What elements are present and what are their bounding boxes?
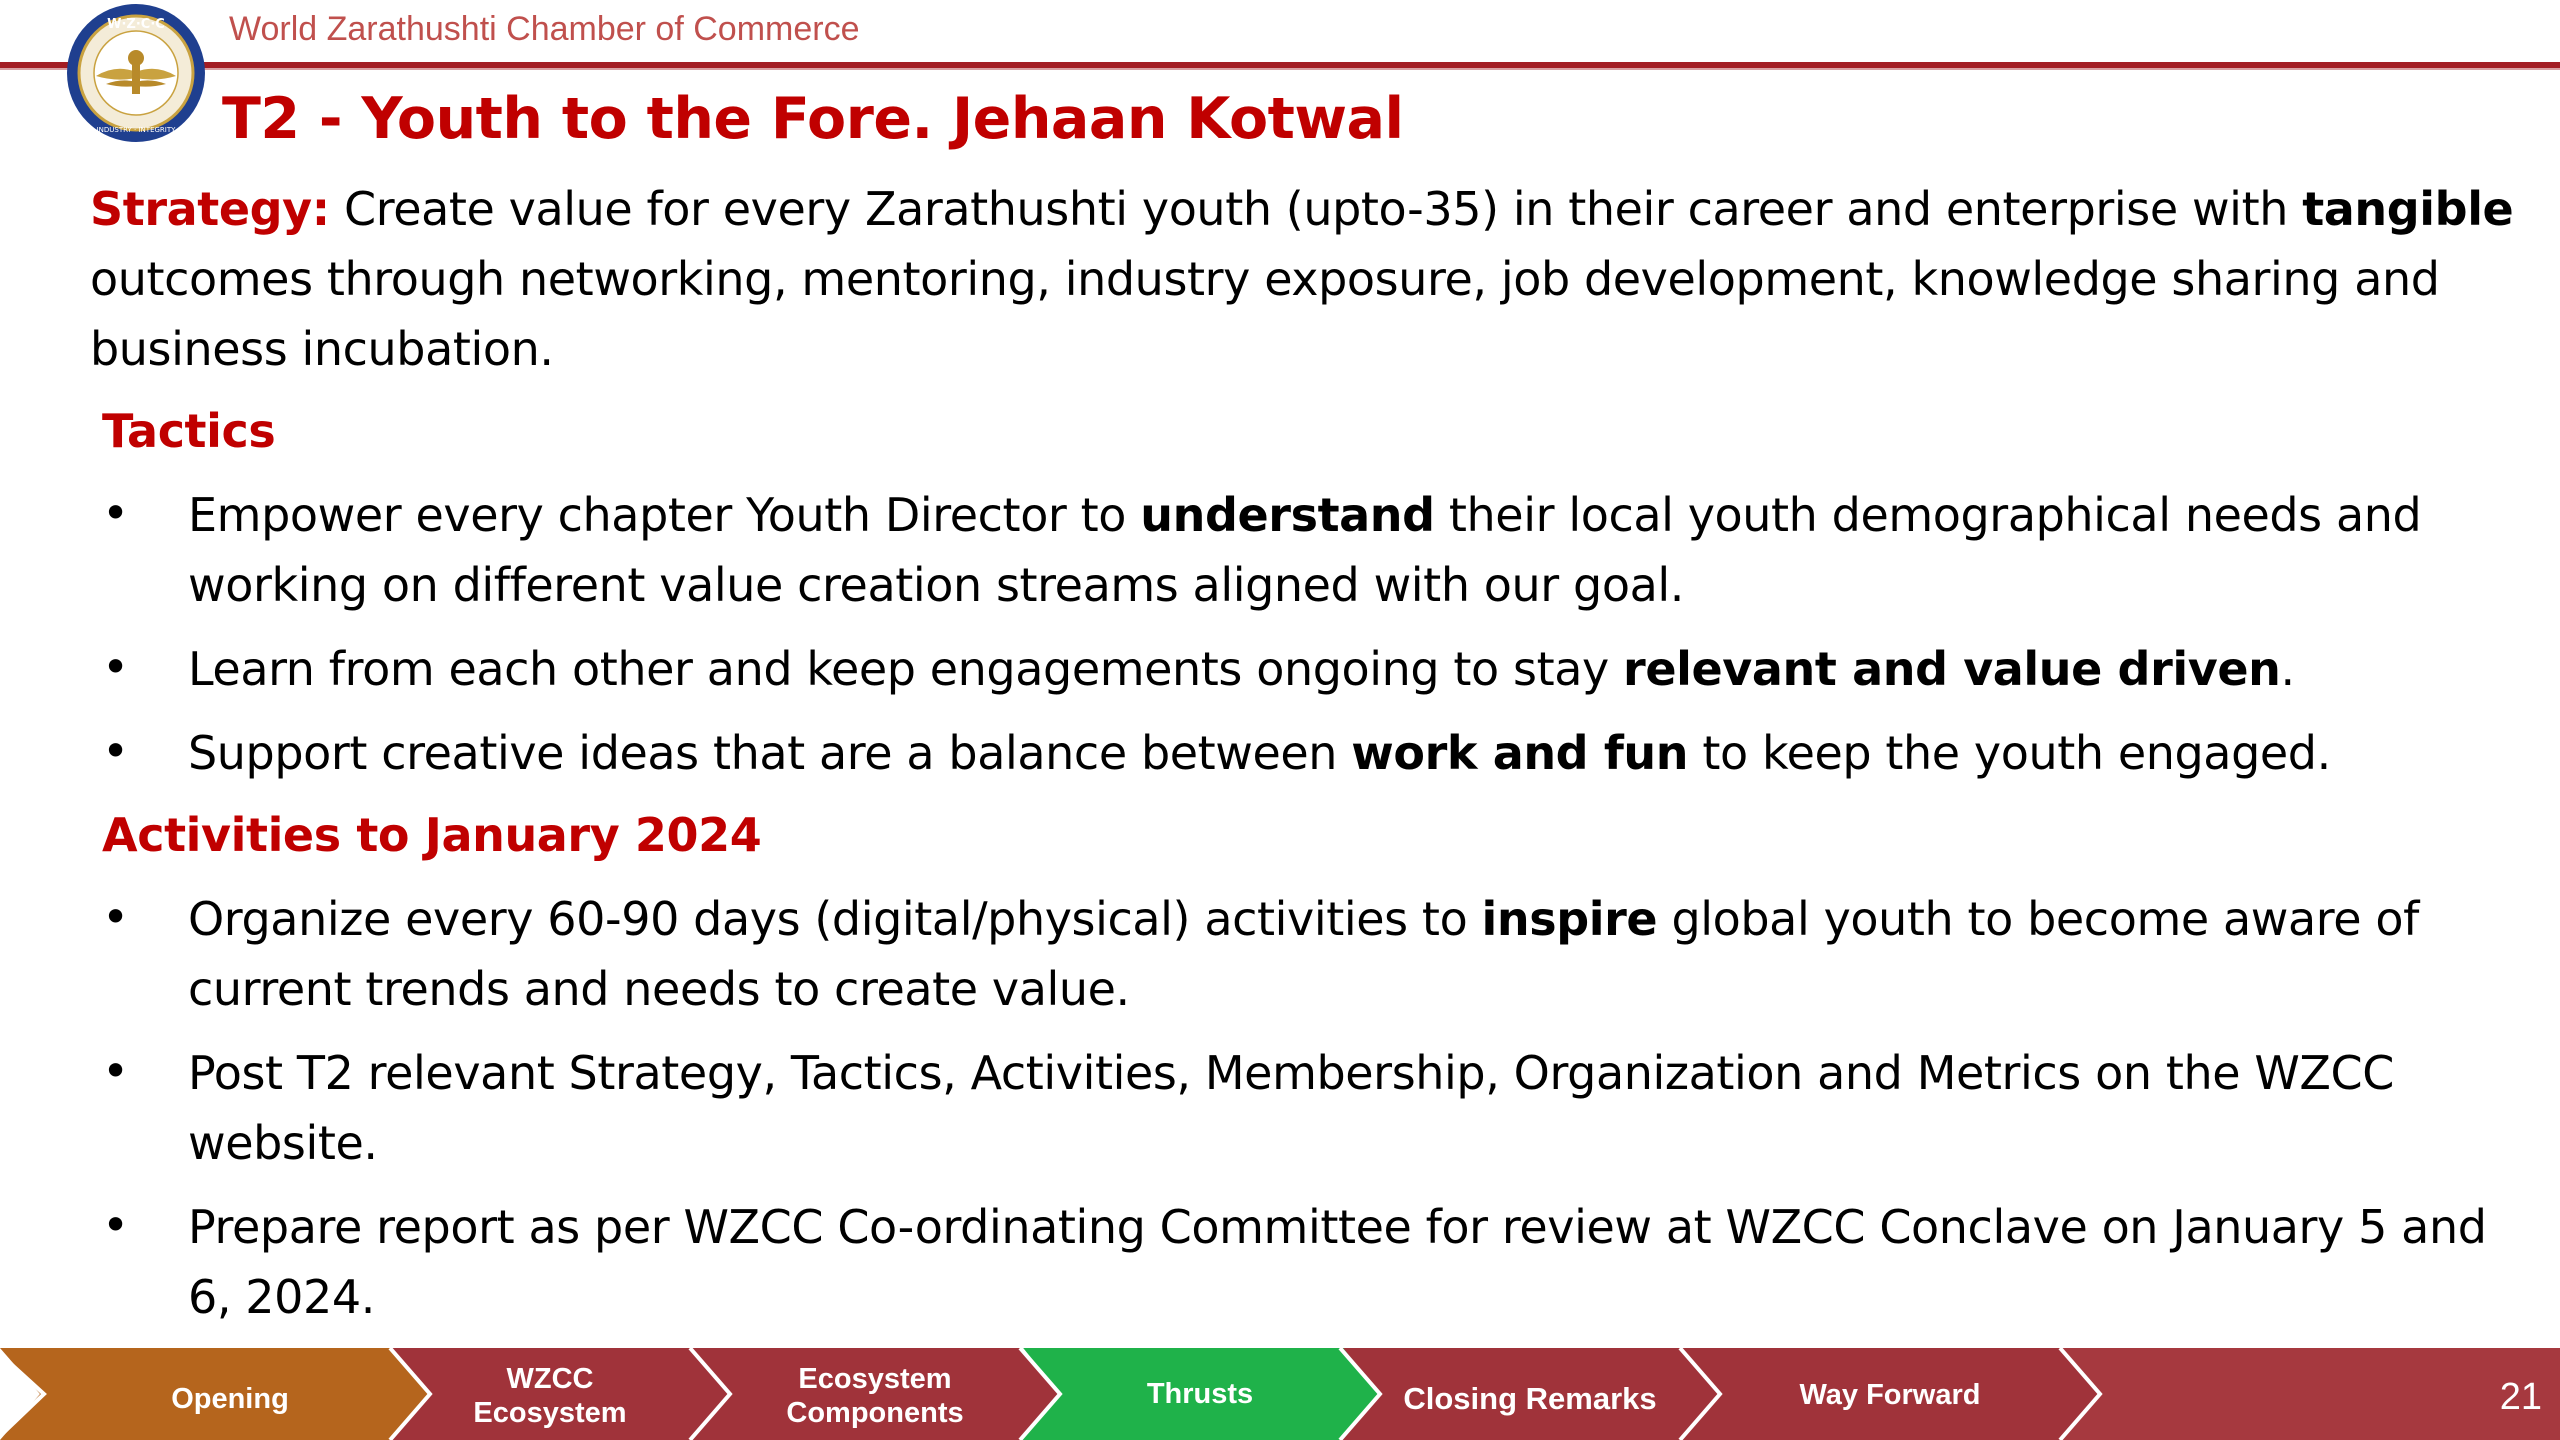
tactics-heading: Tactics [102,404,276,458]
activities-list [90,884,2530,1332]
slide-body [90,174,2530,1332]
activities-heading: Activities to January 2024 [102,808,762,862]
slide-title: T2 - Youth to the Fore. Jehaan Kotwal [222,86,1404,152]
organization-name: World Zarathushti Chamber of Commerce [229,10,860,48]
header-rule-shadow [0,68,2560,70]
logo-top-text: W·Z·C·C [107,17,165,32]
strategy-bold: tangible [2302,182,2514,236]
nav-item-way-forward[interactable]: Way Forward [1799,1379,1981,1411]
nav-item-thrusts[interactable]: Thrusts [1146,1378,1254,1410]
list-item: • Post T2 relevant Strategy, Tactics, Activities, Membership, Organization and Metrics on the WZCC website. [90,1038,2530,1178]
tactics-list [90,480,2530,788]
nav-item-closing-remarks[interactable]: Closing Remarks [1403,1381,1657,1416]
list-item: • Prepare report as per WZCC Co-ordinating Committee for review at WZCC Conclave on January 5 and 6, 2024. [90,1192,2530,1332]
strategy-text-1: Create value for every Zarathushti youth (upto-35) in their career and enterprise with [329,182,2303,236]
list-item: • Support creative ideas that are a balance between work and fun to keep the youth engaged. [90,718,2530,788]
strategy-label: Strategy: [90,182,330,236]
logo-bottom-text: INDUSTRY · INTEGRITY [96,126,176,134]
list-item: • Empower every chapter Youth Director to understand their local youth demographical needs and working on different value creation streams aligned with our goal. [90,480,2530,620]
wzcc-logo [62,2,210,144]
strategy-paragraph [90,174,2530,384]
nav-item-ecosystem-components[interactable]: Ecosystem Components [786,1363,964,1429]
nav-tail [2060,1348,2560,1440]
strategy-text-2: outcomes through networking, mentoring, industry exposure, job development, knowledge sharing and business incubation. [90,252,2440,376]
nav-item-wzcc-ecosystem[interactable]: WZCC Ecosystem [473,1363,627,1429]
list-item: • Learn from each other and keep engagements ongoing to stay relevant and value driven. [90,634,2530,704]
nav-item-opening[interactable]: Opening [171,1383,289,1415]
page-number: 21 [2499,1376,2542,1418]
list-item: • Organize every 60-90 days (digital/physical) activities to inspire global youth to become aware of current trends and needs to create value. [90,884,2530,1024]
